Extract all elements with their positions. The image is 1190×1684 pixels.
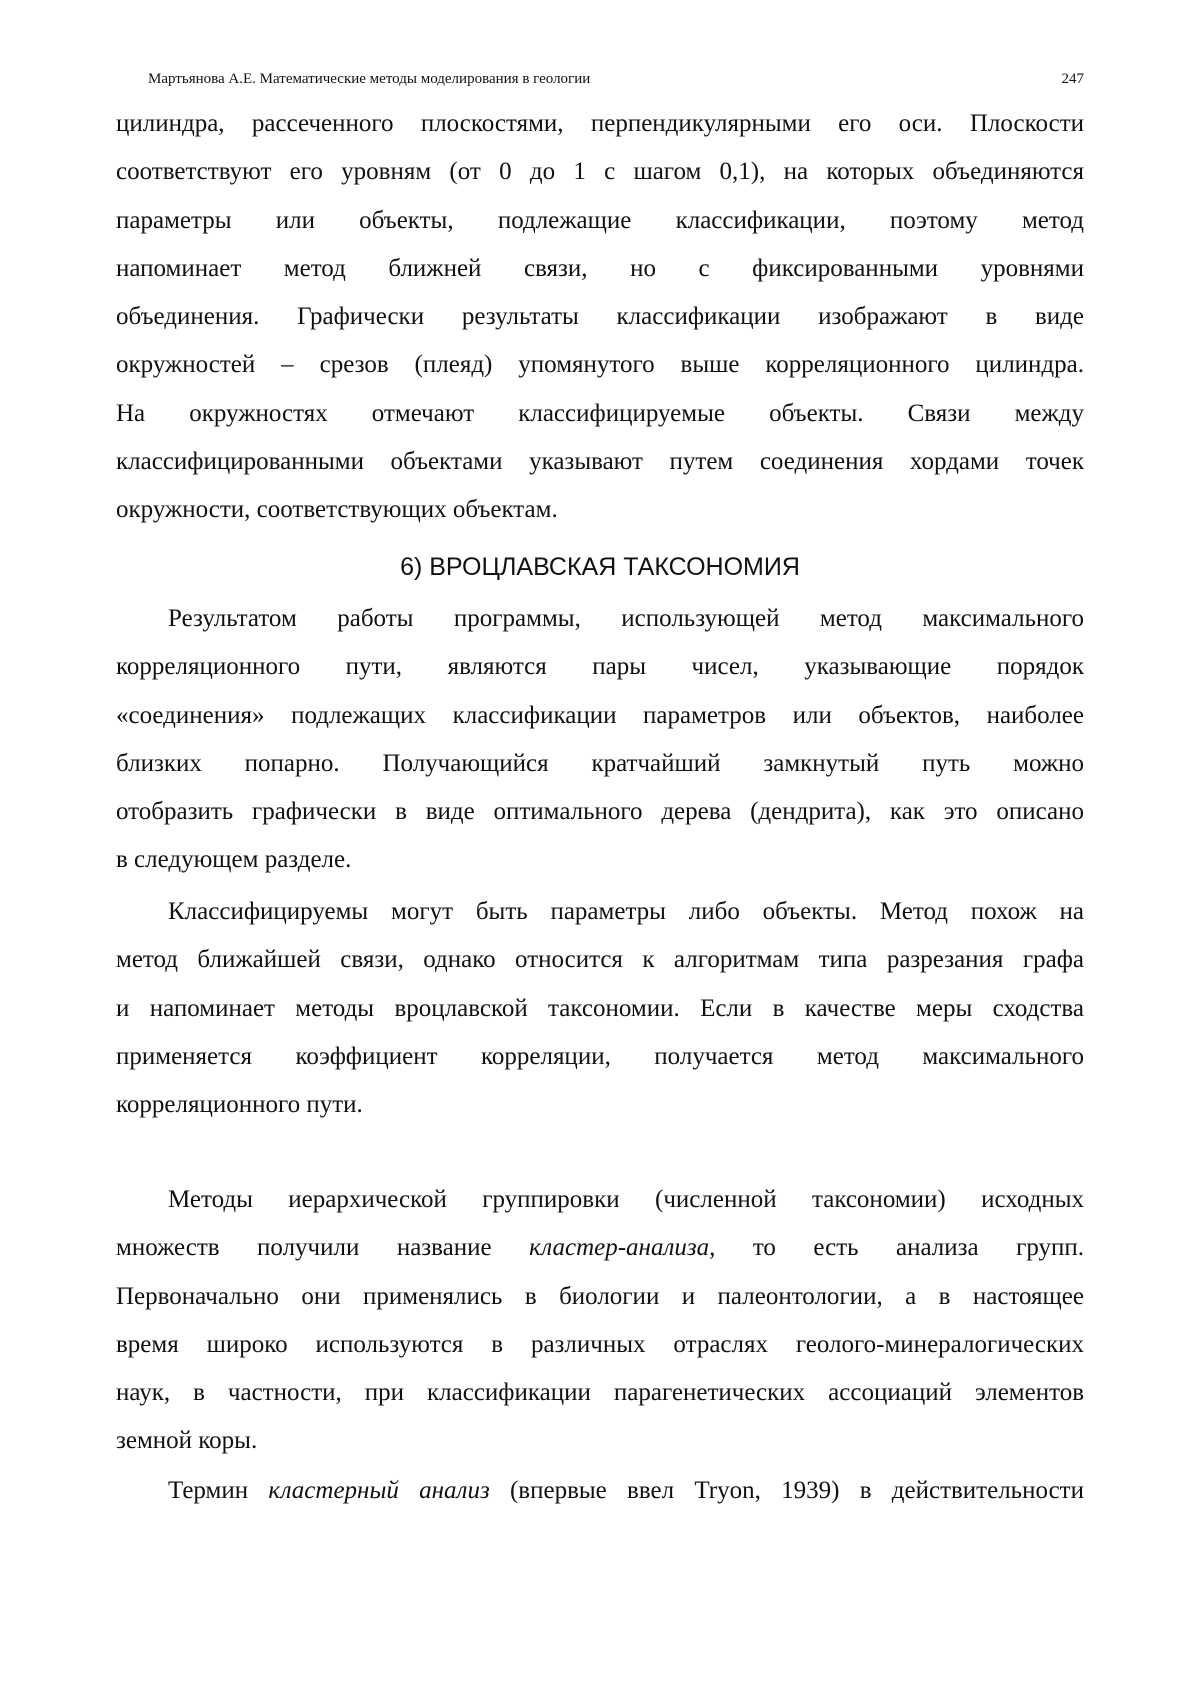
text-line: время широко используются в различных отраслях геолого-минералогических — [116, 1330, 1084, 1358]
text-line: земной коры. — [116, 1427, 258, 1455]
paragraph-classification — [116, 888, 1084, 1129]
text-line: метод ближайшей связи, однако относится к алгоритмам типа разрезания графа — [116, 946, 1084, 974]
text-line: «соединения» подлежащих классификации параметров или объектов, наиболее — [116, 701, 1084, 729]
text-line: цилиндра, рассеченного плоскостями, перпендикулярными его оси. Плоскости — [116, 110, 1084, 137]
text-segment: то есть анализа групп. — [715, 1234, 1085, 1262]
italic-term: кластерный анализ — [268, 1477, 490, 1504]
text-line-with-term — [116, 1467, 1084, 1515]
text-segment: множеств получили название — [116, 1234, 530, 1262]
text-line: наук, в частности, при классификации парагенетических ассоциаций элементов — [116, 1379, 1084, 1407]
text-line: На окружностях отмечают классифицируемые объекты. Связи между — [116, 399, 1084, 427]
text-segment: Термин — [168, 1477, 269, 1504]
paragraph-cluster-analysis — [116, 1176, 1084, 1466]
page-header — [148, 69, 1084, 89]
text-line-with-term — [116, 1224, 1084, 1272]
text-line: применяется коэффициент корреляции, получается метод максимального — [116, 1042, 1084, 1070]
text-line: корреляционного пути, являются пары чисел, указывающие порядок — [116, 653, 1084, 681]
paragraph-max-correlation-path — [116, 595, 1084, 885]
paragraph-cluster-term — [116, 1467, 1084, 1515]
text-line: в следующем разделе. — [116, 846, 352, 874]
text-line: Результатом работы программы, использующей метод максимального — [168, 605, 1084, 632]
text-line: классифицированными объектами указывают путем соединения хордами точек — [116, 448, 1084, 476]
text-line: Первоначально они применялись в биологии и палеонтологии, а в настоящее — [116, 1282, 1084, 1310]
running-title: Мартьянова А.Е. Математические методы моделирования в геологии — [148, 71, 591, 87]
text-line: окружности, соответствующих объектам. — [116, 496, 558, 524]
italic-term: кластер-анализа, — [529, 1234, 716, 1262]
page-number: 247 — [1061, 71, 1084, 87]
text-line: и напоминает методы вроцлавской таксономии. Если в качестве меры сходства — [116, 994, 1084, 1022]
text-segment: (впервые ввел Tryon, 1939) в действительности — [489, 1477, 1084, 1504]
text-line: окружностей – срезов (плеяд) упомянутого выше корреляционного цилиндра. — [116, 351, 1084, 379]
paragraph-cylinder-method — [116, 100, 1084, 535]
text-line: близких попарно. Получающийся кратчайший замкнутый путь можно — [116, 749, 1084, 777]
text-line: Классифицируемы могут быть параметры либо объекты. Метод похож на — [168, 898, 1084, 925]
text-line: соответствуют его уровням (от 0 до 1 с шагом 0,1), на которых объединяются — [116, 158, 1084, 186]
section-heading: 6) ВРОЦЛАВСКАЯ ТАКСОНОМИЯ — [400, 553, 800, 581]
text-line: отобразить графически в виде оптимального дерева (дендрита), как это описано — [116, 798, 1084, 826]
text-line: параметры или объекты, подлежащие классификации, поэтому метод — [116, 206, 1084, 234]
text-line: корреляционного пути. — [116, 1091, 363, 1119]
text-line: напоминает метод ближней связи, но с фиксированными уровнями — [116, 254, 1084, 282]
text-line: Методы иерархической группировки (численной таксономии) исходных — [168, 1186, 1084, 1213]
text-line: объединения. Графически результаты классификации изображают в виде — [116, 303, 1084, 331]
